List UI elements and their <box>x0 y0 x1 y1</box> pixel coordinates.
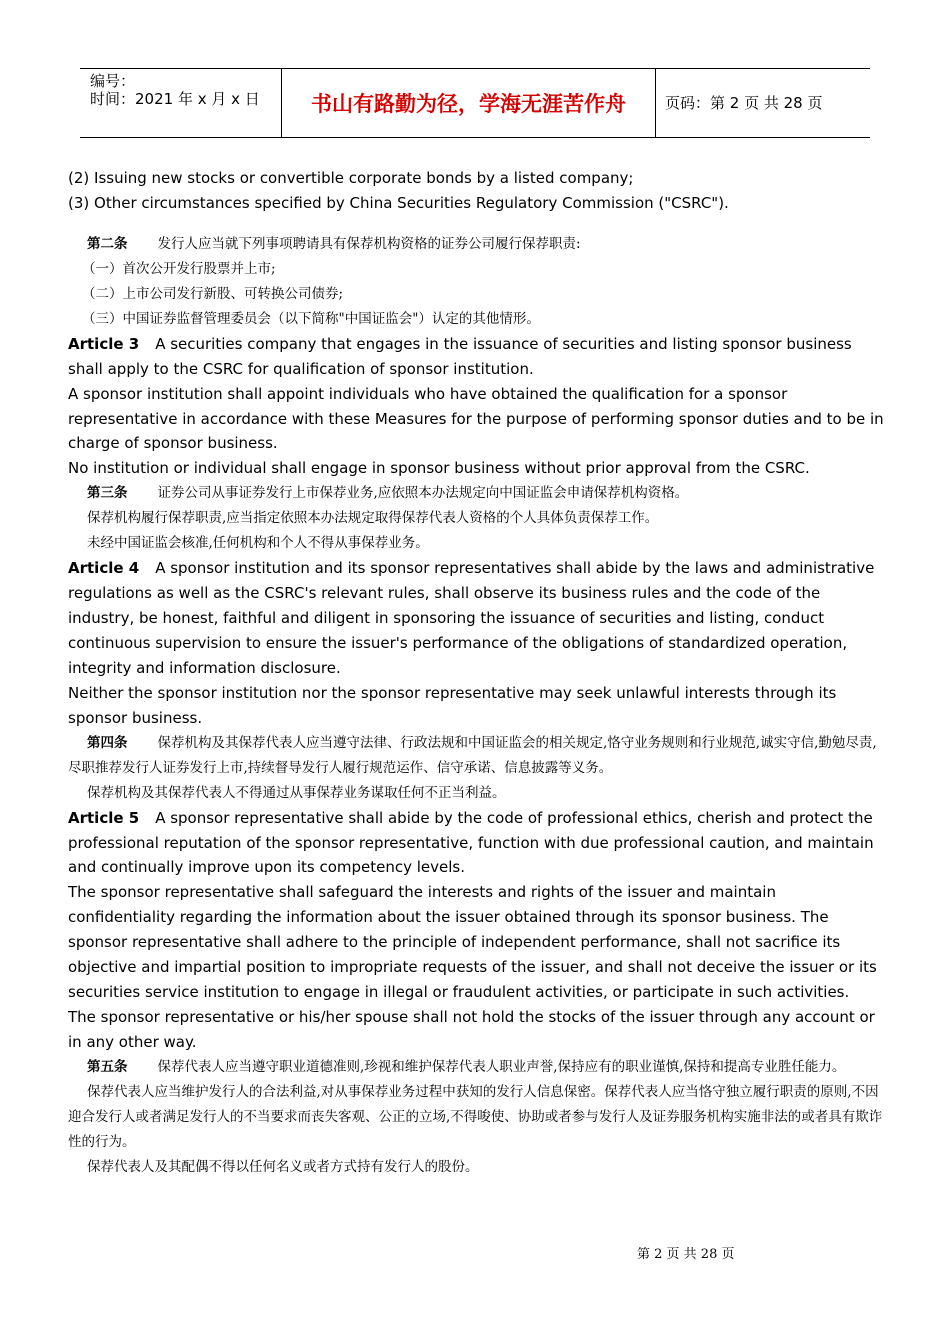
chinese-paragraph <box>68 232 886 257</box>
paragraph-text: 证券公司从事证券发行上市保荐业务,应依照本办法规定向中国证监会申请保荐机构资格。 <box>157 485 689 502</box>
chinese-paragraph <box>68 1080 886 1155</box>
article-heading: Article 3 <box>68 334 140 353</box>
header-page-info: 页码：第 2 页 共 28 页 <box>665 94 823 112</box>
english-paragraph <box>68 1005 886 1055</box>
article-heading: 第四条 <box>87 734 128 751</box>
paragraph-text: 发行人应当就下列事项聘请具有保荐机构资格的证券公司履行保荐职责: <box>157 235 581 252</box>
document-number-label: 编号： <box>90 72 136 90</box>
english-paragraph <box>68 880 886 1005</box>
paragraph-text: 保荐代表人应当遵守职业道德准则,珍视和维护保荐代表人职业声誉,保持应有的职业谨慎,保持和提高专业胜任能力。 <box>157 1058 846 1075</box>
chinese-paragraph <box>68 307 886 332</box>
paragraph-text: 未经中国证监会核准,任何机构和个人不得从事保荐业务。 <box>87 535 429 552</box>
paragraph-text: Neither the sponsor institution nor the sponsor representative may seek unlawful interests through its sponsor business. <box>68 683 837 727</box>
header-meta-cell <box>80 69 281 137</box>
paragraph-text: （二）上市公司发行新股、可转换公司债券; <box>82 285 344 302</box>
paragraph-spacer <box>68 216 886 232</box>
paragraph-text: A sponsor representative shall abide by the code of professional ethics, cherish and protect the professional reputation of the sponsor representative, function with due professional caution, and maintain and continually improve upon its competency levels. <box>68 808 874 877</box>
article-heading: 第五条 <box>87 1058 128 1075</box>
chinese-paragraph <box>68 531 886 556</box>
chinese-paragraph <box>68 282 886 307</box>
chinese-paragraph <box>68 1155 886 1180</box>
chinese-paragraph <box>68 257 886 282</box>
paragraph-text: (3) Other circumstances specified by China Securities Regulatory Commission ("CSRC"). <box>68 193 729 212</box>
page-header <box>80 68 870 138</box>
paragraph-text: 保荐机构及其保荐代表人应当遵守法律、行政法规和中国证监会的相关规定,恪守业务规则和行业规范,诚实守信,勤勉尽责,尽职推荐发行人证券发行上市,持续督导发行人履行规范运作、信守承诺、信息披露等义务。 <box>68 734 877 776</box>
page-footer: 第 2 页 共 28 页 <box>637 1247 735 1262</box>
paragraph-text: 保荐机构履行保荐职责,应当指定依照本办法规定取得保荐代表人资格的个人具体负责保荐工作。 <box>87 510 659 527</box>
english-paragraph <box>68 806 886 881</box>
header-motto: 书山有路勤为径，学海无涯苦作舟 <box>311 91 626 116</box>
paragraph-text: No institution or individual shall engage in sponsor business without prior approval from the CSRC. <box>68 459 810 478</box>
header-page-cell <box>656 69 870 137</box>
paragraph-text: (2) Issuing new stocks or convertible corporate bonds by a listed company; <box>68 169 634 187</box>
chinese-paragraph <box>68 481 886 506</box>
paragraph-text: （一）首次公开发行股票并上市; <box>82 260 276 277</box>
chinese-paragraph <box>68 506 886 531</box>
paragraph-text: 保荐代表人及其配偶不得以任何名义或者方式持有发行人的股份。 <box>87 1158 479 1175</box>
chinese-paragraph <box>68 781 886 806</box>
paragraph-text: A sponsor institution and its sponsor representatives shall abide by the laws and administrative regulations as well as the CSRC's relevant rules, shall observe its business rules and the code of the industry, be honest, faithful and diligent in sponsoring the issuance of securities and listing, conduct continuous supervision to ensure the issuer's performance of the obligations of standardized operation, integrity and information disclosure. <box>68 559 875 677</box>
english-paragraph <box>68 456 886 481</box>
document-body <box>68 166 886 1180</box>
english-paragraph <box>68 166 886 191</box>
english-paragraph <box>68 332 886 382</box>
english-paragraph <box>68 382 886 457</box>
chinese-paragraph <box>68 731 886 781</box>
english-paragraph <box>68 191 886 216</box>
document-date: 时间：2021 年 x 月 x 日 <box>90 90 260 108</box>
article-heading: Article 4 <box>68 559 140 578</box>
paragraph-text: A sponsor institution shall appoint individuals who have obtained the qualification for a sponsor representative in accordance with these Measures for the purpose of performing sponsor duties and to be in charge of sponsor business. <box>68 384 884 453</box>
paragraph-text: 保荐代表人应当维护发行人的合法利益,对从事保荐业务过程中获知的发行人信息保密。保荐代表人应当恪守独立履行职责的原则,不因迎合发行人或者满足发行人的不当要求而丧失客观、公正的立场,不得唆使、协助或者参与发行人及证券服务机构实施非法的或者具有欺诈性的行为。 <box>68 1083 883 1150</box>
paragraph-text: The sponsor representative shall safeguard the interests and rights of the issuer and maintain confidentiality regarding the information about the issuer obtained through its sponsor business. The sponsor representative shall adhere to the principle of independent performance, shall not sacrifice its objective and impartial position to impropriate requests of the issuer, and shall not deceive the issuer or its securities service institution to engage in illegal or fraudulent activities, or participate in such activities. <box>68 883 877 1001</box>
english-paragraph <box>68 681 886 731</box>
article-heading: Article 5 <box>68 808 140 827</box>
article-heading: 第三条 <box>87 485 128 502</box>
paragraph-text: The sponsor representative or his/her spouse shall not hold the stocks of the issuer through any account or in any other way. <box>68 1007 875 1051</box>
english-paragraph <box>68 556 886 681</box>
paragraph-text: （三）中国证券监督管理委员会（以下简称"中国证监会"）认定的其他情形。 <box>82 310 540 327</box>
paragraph-text: 保荐机构及其保荐代表人不得通过从事保荐业务谋取任何不正当利益。 <box>87 784 506 801</box>
paragraph-text: A securities company that engages in the issuance of securities and listing sponsor business shall apply to the CSRC for qualification of sponsor institution. <box>68 334 852 378</box>
header-motto-cell <box>281 69 656 137</box>
article-heading: 第二条 <box>87 235 128 252</box>
chinese-paragraph <box>68 1055 886 1080</box>
